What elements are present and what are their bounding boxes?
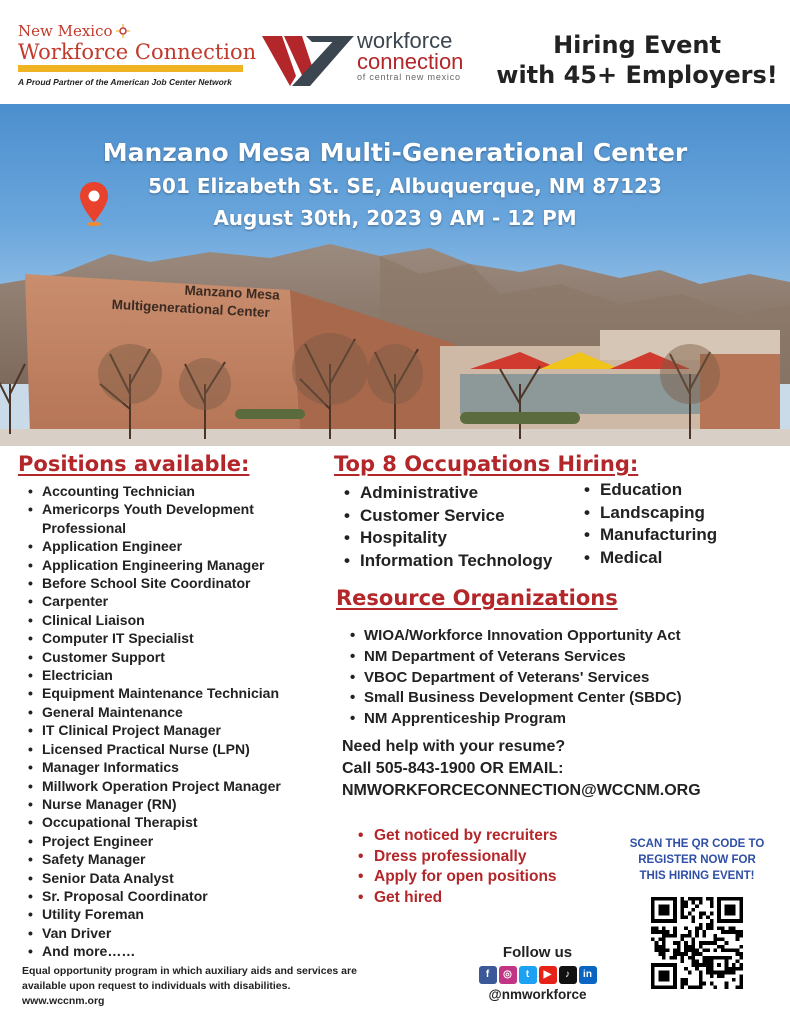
- position-item: • IT Clinical Project Manager: [28, 721, 333, 739]
- position-item: • Safety Manager: [28, 850, 333, 868]
- website-link[interactable]: www.wccnm.org: [22, 995, 105, 1007]
- wccnm-logo-line1: workforce: [357, 28, 453, 53]
- registration-qr-code[interactable]: [651, 897, 743, 989]
- resource-item: • NM Department of Veterans Services: [350, 647, 786, 668]
- position-item: • Clinical Liaison: [28, 611, 333, 629]
- flyer-header: [0, 0, 790, 104]
- position-item: • Senior Data Analyst: [28, 869, 333, 887]
- position-item: • Project Engineer: [28, 832, 333, 850]
- resource-item: • NM Apprenticeship Program: [350, 709, 786, 730]
- position-item: • Application Engineer: [28, 537, 333, 555]
- hiring-headline-line1: Hiring Event: [553, 31, 721, 59]
- position-item: • Sr. Proposal Coordinator: [28, 887, 333, 905]
- venue-name: Manzano Mesa Multi-Generational Center: [102, 138, 688, 167]
- nmwc-logo: [18, 22, 257, 87]
- follow-us-label: Follow us: [502, 944, 573, 961]
- resume-help: [342, 736, 782, 802]
- occupation-item: • Landscaping: [582, 502, 717, 525]
- qr-instructions-line2: REGISTER NOW FOR: [638, 854, 756, 866]
- position-item: • Before School Site Coordinator: [28, 574, 333, 592]
- qr-instructions-line3: THIS HIRING EVENT!: [639, 870, 755, 882]
- wccnm-logo-line3: of central new mexico: [357, 72, 461, 82]
- occupation-item: • Medical: [582, 547, 717, 570]
- qr-instructions: [612, 836, 782, 884]
- venue-address: 501 Elizabeth St. SE, Albuquerque, NM 87123: [148, 174, 662, 198]
- venue-photo: [0, 234, 790, 446]
- position-item: • Licensed Practical Nurse (LPN): [28, 740, 333, 758]
- social-follow: [470, 944, 605, 1002]
- resources-list: [336, 626, 786, 730]
- instagram-icon[interactable]: ◎: [499, 966, 517, 984]
- position-item: • Application Engineering Manager: [28, 556, 333, 574]
- occupation-item: • Administrative: [342, 482, 552, 505]
- occupation-item: • Education: [582, 479, 717, 502]
- position-item: • Millwork Operation Project Manager: [28, 777, 333, 795]
- occupation-item: • Customer Service: [342, 505, 552, 528]
- tip-item: • Apply for open positions: [358, 867, 557, 888]
- occupation-item: • Manufacturing: [582, 524, 717, 547]
- qr-instructions-line1: SCAN THE QR CODE TO: [629, 838, 765, 850]
- event-datetime: August 30th, 2023 9 AM - 12 PM: [213, 206, 577, 230]
- position-item: • Nurse Manager (RN): [28, 795, 333, 813]
- resume-help-phone: Call 505-843-1900 OR EMAIL:: [342, 760, 564, 777]
- social-handle[interactable]: @nmworkforce: [488, 987, 587, 1002]
- position-item: • Computer IT Specialist: [28, 629, 333, 647]
- occupations-section: [334, 452, 784, 570]
- tips-list: [358, 826, 557, 908]
- occupation-item: • Information Technology: [342, 550, 552, 573]
- wccnm-logo-line2: connection: [357, 49, 464, 74]
- position-item: • Manager Informatics: [28, 758, 333, 776]
- resume-help-email: NMWORKFORCECONNECTION@WCCNM.ORG: [342, 782, 701, 799]
- hiring-headline-line2: with 45+ Employers!: [496, 61, 778, 89]
- resources-heading: Resource Organizations: [336, 586, 618, 610]
- nmwc-logo-line1: New Mexico: [18, 22, 113, 40]
- wccnm-w-mark-icon: [262, 32, 354, 88]
- nmwc-tagline: A Proud Partner of the American Job Center Network: [18, 77, 232, 87]
- position-item: • And more……: [28, 942, 333, 960]
- occupations-list-left: [342, 482, 552, 572]
- linkedin-icon[interactable]: in: [579, 966, 597, 984]
- position-item: • Van Driver: [28, 924, 333, 942]
- resource-item: • WIOA/Workforce Innovation Opportunity Act: [350, 626, 786, 647]
- hero-photo-banner: [0, 104, 790, 446]
- position-item: • Accounting Technician: [28, 482, 333, 500]
- position-item: • Occupational Therapist: [28, 813, 333, 831]
- position-item: • Equipment Maintenance Technician: [28, 684, 333, 702]
- eo-notice-line2: available upon request to individuals with disabilities.: [22, 980, 291, 992]
- hiring-event-headline: [492, 30, 782, 90]
- tip-item: • Get hired: [358, 888, 557, 909]
- wccnm-logo: [262, 30, 482, 88]
- twitter-icon[interactable]: t: [519, 966, 537, 984]
- nmwc-logo-line2: Workforce Connection: [18, 40, 257, 64]
- position-item: • Customer Support: [28, 648, 333, 666]
- resume-help-line1: Need help with your resume?: [342, 738, 566, 755]
- resource-item: • VBOC Department of Veterans' Services: [350, 668, 786, 689]
- nmwc-logo-bar: [18, 65, 243, 72]
- facebook-icon[interactable]: f: [479, 966, 497, 984]
- location-pin-icon: [80, 182, 108, 226]
- zia-sun-icon: [116, 24, 130, 38]
- building-sign: [111, 281, 281, 322]
- position-item: • Carpenter: [28, 592, 333, 610]
- position-item: • General Maintenance: [28, 703, 333, 721]
- social-icons-row: [470, 966, 605, 984]
- position-item: • Utility Foreman: [28, 905, 333, 923]
- positions-heading: Positions available:: [18, 452, 250, 476]
- tip-item: • Get noticed by recruiters: [358, 826, 557, 847]
- resource-item: • Small Business Development Center (SBDC): [350, 688, 786, 709]
- occupation-item: • Hospitality: [342, 527, 552, 550]
- equal-opportunity-notice: [22, 964, 462, 1009]
- building-sign-line2: Multigenerational Center: [111, 296, 271, 321]
- position-item: • Electrician: [28, 666, 333, 684]
- position-item: • Americorps Youth Development Professional: [28, 500, 333, 537]
- positions-section: [18, 452, 333, 961]
- occupations-heading: Top 8 Occupations Hiring:: [334, 452, 639, 476]
- tip-item: • Dress professionally: [358, 847, 557, 868]
- eo-notice-line1: Equal opportunity program in which auxiliary aids and services are: [22, 965, 357, 977]
- building-sign-line1: Manzano Mesa: [184, 282, 281, 303]
- resources-section: [336, 586, 786, 730]
- occupations-list-right: [582, 479, 717, 569]
- tiktok-icon[interactable]: ♪: [559, 966, 577, 984]
- youtube-icon[interactable]: ▶: [539, 966, 557, 984]
- positions-list: [18, 482, 333, 961]
